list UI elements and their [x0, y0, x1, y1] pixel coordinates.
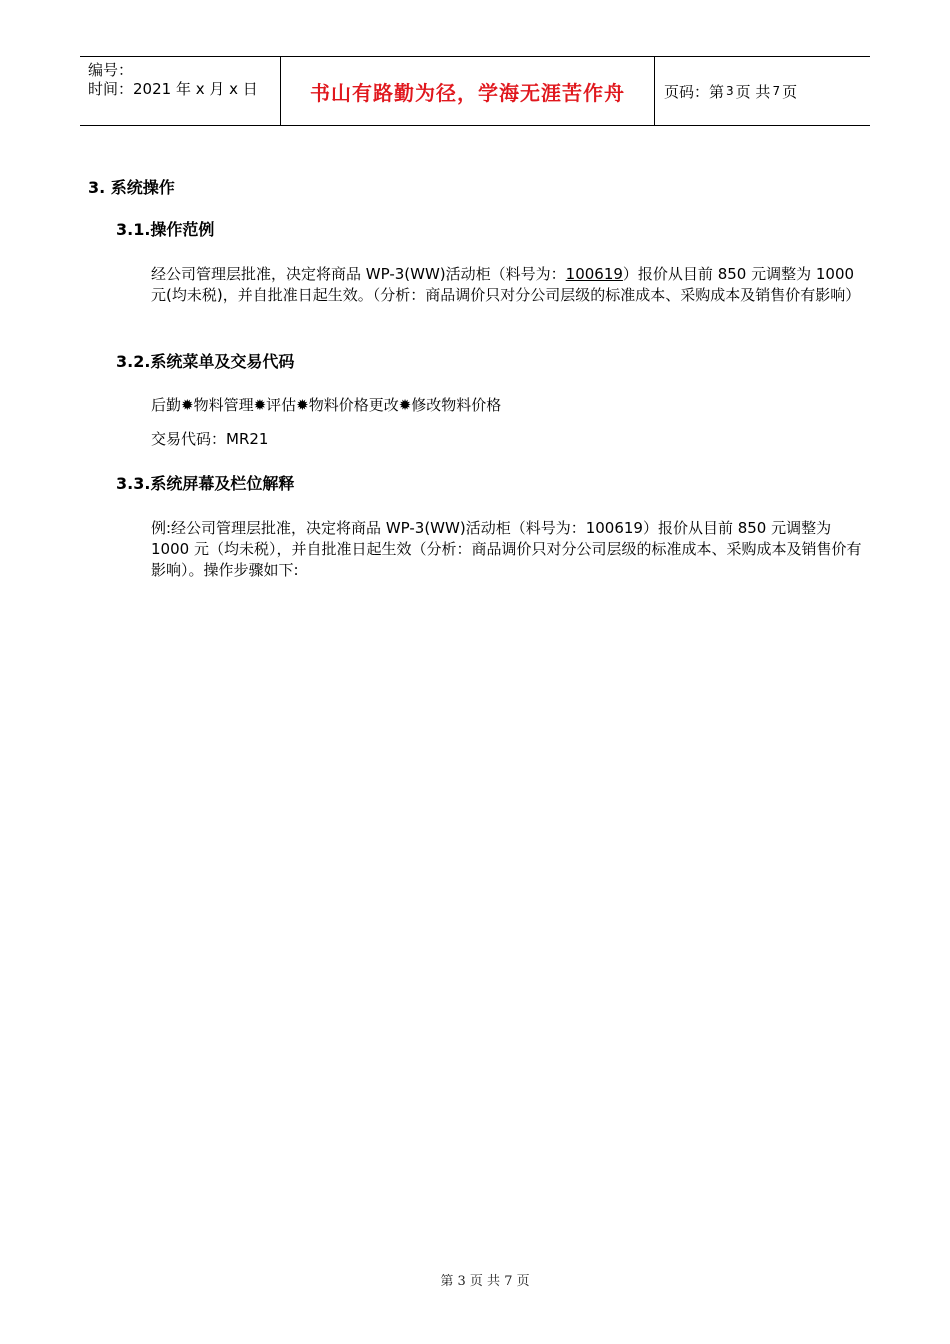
page-current: 3	[726, 84, 734, 98]
page-footer: 第 3 页 共 7 页	[440, 1274, 530, 1289]
header-motto: 书山有路勤为径，学海无涯苦作舟	[310, 80, 625, 105]
header-motto-cell	[281, 57, 655, 125]
header-page-cell	[655, 57, 870, 125]
menu-path: 后勤✹物料管理✹评估✹物料价格更改✹修改物料价格	[151, 396, 502, 414]
document-date: 时间：2021 年 x 月 x 日	[88, 80, 258, 98]
example-paragraph	[151, 264, 871, 306]
header-info-cell	[80, 57, 281, 125]
example-text-a: 经公司管理层批准，决定将商品 WP-3(WW)活动柜（料号为：	[151, 265, 566, 283]
page-suffix: 页	[782, 82, 798, 101]
screen-explanation-paragraph: 例:经公司管理层批准，决定将商品 WP-3(WW)活动柜（料号为：100619）报价从目前 850 元调整为 1000 元（均未税），并自批准日起生效（分析：商品调价只对分公司层级的标准成本、采购成本及销售价有影响）。操作步骤如下:	[151, 519, 862, 579]
subsection-heading-3-2: 3.2.系统菜单及交易代码	[116, 352, 295, 371]
subsection-heading-3-3: 3.3.系统屏幕及栏位解释	[116, 474, 295, 493]
material-code-link: 100619	[565, 265, 623, 283]
page-header	[80, 56, 870, 126]
page-prefix: 页码：第	[664, 82, 725, 101]
document-number-label: 编号：	[88, 61, 134, 79]
page-middle: 页 共	[735, 82, 771, 101]
transaction-code: 交易代码：MR21	[151, 430, 269, 448]
example-text-b: ）报价从目前 850 元调整为 1000 元(均未税)，并自批准日起生效。（分析：商品调价只对分公司层级的标准成本、采购成本及销售价有影响）	[151, 265, 861, 304]
section-heading: 3. 系统操作	[88, 178, 175, 197]
page-total: 7	[772, 84, 781, 98]
subsection-heading-3-1: 3.1.操作范例	[116, 220, 215, 239]
